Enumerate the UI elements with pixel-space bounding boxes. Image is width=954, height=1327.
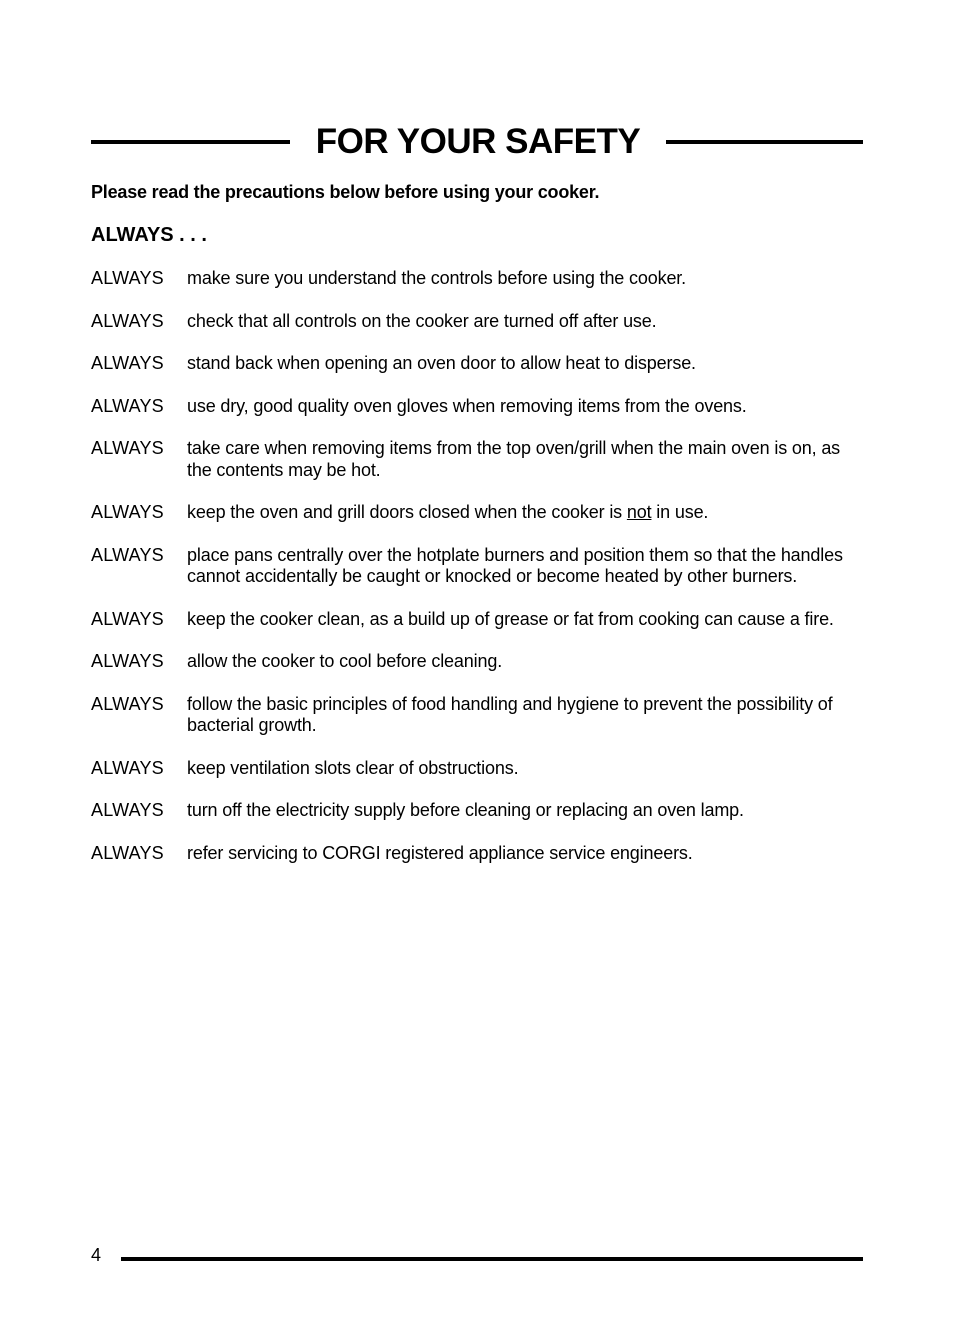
list-item	[91, 396, 866, 418]
list-item	[91, 545, 866, 588]
list-item	[91, 651, 866, 673]
list-item	[91, 311, 866, 333]
title-rule-right	[666, 140, 863, 144]
item-text-emphasis: not	[626, 502, 652, 522]
item-text: make sure you understand the controls before using the cooker.	[187, 268, 687, 288]
list-item	[91, 609, 866, 631]
list-item	[91, 268, 866, 290]
item-text: refer servicing to CORGI registered appliance service engineers.	[187, 842, 693, 863]
footer-rule	[121, 1257, 863, 1261]
item-text: keep ventilation slots clear of obstructions.	[187, 757, 519, 778]
page-footer	[91, 1243, 863, 1267]
list-item	[91, 694, 866, 737]
item-text-after: in use.	[651, 502, 709, 522]
item-label: ALWAYS	[91, 268, 164, 288]
item-label: ALWAYS	[91, 310, 164, 331]
page-number: 4	[91, 1244, 102, 1265]
item-text: follow the basic principles of food handling and hygiene to prevent the possibility of bacterial growth.	[187, 693, 833, 735]
item-text: allow the cooker to cool before cleaning.	[187, 651, 503, 671]
item-label: ALWAYS	[91, 608, 164, 629]
item-text: keep the cooker clean, as a build up of grease or fat from cooking can cause a fire.	[187, 608, 834, 629]
item-label: ALWAYS	[91, 544, 164, 565]
item-text: use dry, good quality oven gloves when removing items from the ovens.	[187, 395, 747, 416]
always-subheading: ALWAYS . . .	[91, 224, 207, 246]
title-rule-left	[91, 140, 290, 144]
item-label: ALWAYS	[91, 353, 164, 373]
page-title: FOR YOUR SAFETY	[315, 122, 641, 161]
item-text: take care when removing items from the top oven/grill when the main oven is on, as the contents may be hot.	[187, 438, 841, 480]
list-item	[91, 800, 866, 822]
item-label: ALWAYS	[91, 502, 164, 522]
item-label: ALWAYS	[91, 800, 164, 820]
item-label: ALWAYS	[91, 693, 164, 714]
item-text: stand back when opening an oven door to allow heat to disperse.	[187, 353, 696, 373]
item-text	[187, 502, 866, 524]
list-item	[91, 502, 866, 524]
item-label: ALWAYS	[91, 842, 164, 863]
list-item	[91, 843, 866, 865]
title-row	[91, 118, 863, 166]
intro-text: Please read the precautions below before using your cooker.	[91, 182, 600, 202]
item-label: ALWAYS	[91, 438, 164, 458]
precaution-list	[91, 268, 866, 885]
item-text-before: keep the oven and grill doors closed when the cooker is	[187, 502, 627, 522]
list-item	[91, 438, 866, 481]
item-label: ALWAYS	[91, 651, 164, 671]
item-label: ALWAYS	[91, 757, 164, 778]
list-item	[91, 353, 866, 375]
item-text: place pans centrally over the hotplate burners and position them so that the handles cannot accidentally be caught or knocked or become heated by other burners.	[187, 544, 843, 586]
item-text: check that all controls on the cooker are turned off after use.	[187, 310, 657, 331]
item-text: turn off the electricity supply before cleaning or replacing an oven lamp.	[187, 800, 744, 820]
item-label: ALWAYS	[91, 395, 164, 416]
list-item	[91, 758, 866, 780]
